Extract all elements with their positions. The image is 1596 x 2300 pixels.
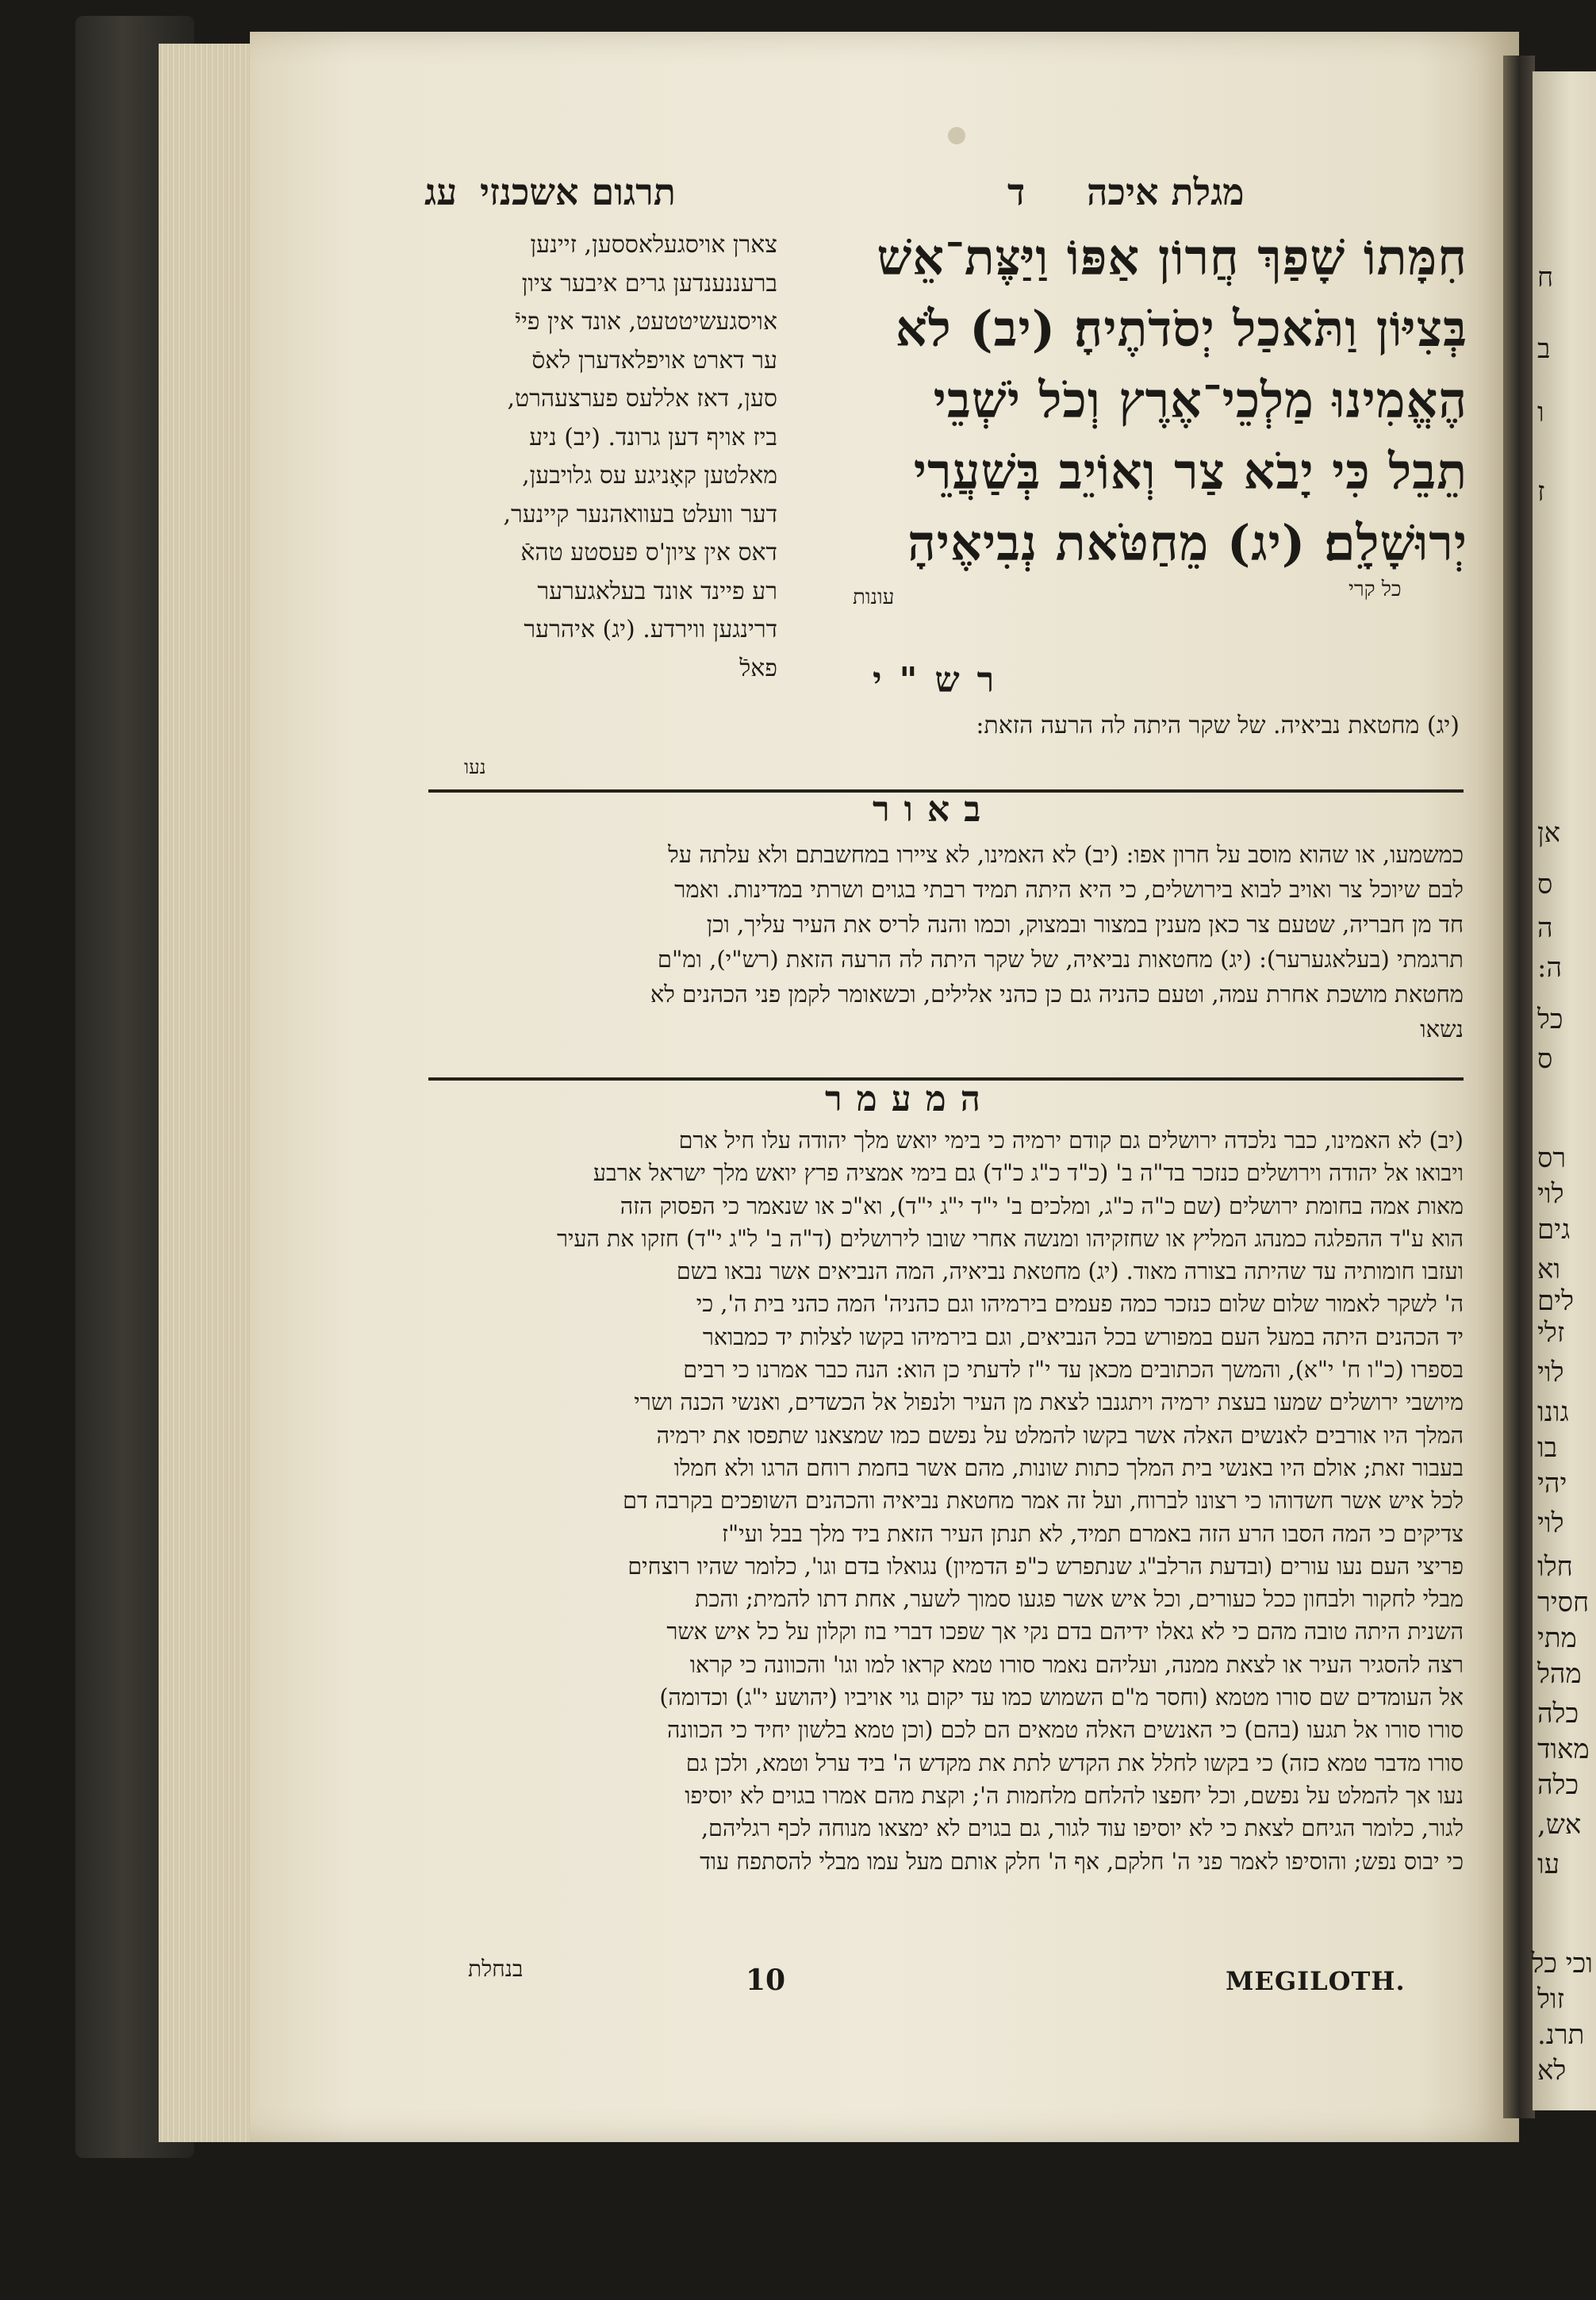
- translation-line: רע פיינד אונד בעלאגערער: [537, 577, 777, 605]
- biur-heading: באור: [873, 789, 996, 830]
- next-page-fragment: עו: [1537, 1849, 1560, 1880]
- next-page-sliver: [1533, 71, 1596, 2110]
- page-number: 10: [746, 1964, 786, 1997]
- verse-line: הֶאֱמִינוּ מַלְכֵי־אֶרֶץ וְכֹל יֹשְׁבֵי: [933, 371, 1467, 429]
- next-page-fragment: אן: [1537, 817, 1561, 849]
- biur-line: לבם שיוכל צר ואויב לבוא בירושלים, כי היא היתה תמיד רבתי בגוים ושרתי במדינות. ואמר: [674, 876, 1464, 903]
- next-page-fragment: גונו: [1537, 1396, 1569, 1428]
- meamar-line: בספרו (כ"ו ח' י"א), והמשך הכתובים מכאן עד י"ז לדעתי כן הוא: הנה כבר אמרנו כי רבים: [683, 1357, 1464, 1384]
- next-page-fragment: וכי כל: [1531, 1948, 1593, 1979]
- next-page-fragment: כלה: [1537, 1769, 1579, 1801]
- translation-line: ביז אויף דען גרונד. (יב) ניע: [529, 423, 777, 451]
- next-page-fragment: ז: [1537, 476, 1545, 508]
- translation-column: [424, 226, 777, 688]
- meamar-line: סורו סורו אל תגעו (בהם) כי האנשים האלה טמאים הם לכם (וכן טמא בלשון יחיד כי הכוונה: [667, 1717, 1464, 1744]
- translation-line: סען, דאז אללעס פערצעהרט,: [507, 385, 777, 413]
- next-page-fragment: מאוד: [1537, 1734, 1590, 1765]
- rashi-catchword: נעו: [464, 756, 486, 778]
- next-page-fragment: זלי: [1537, 1317, 1565, 1349]
- kri-note: כל קרי: [1349, 578, 1402, 601]
- header-book-title: מגלת איכה: [1087, 171, 1245, 213]
- verse-line: יְרוּשָׁלִָם׃ (יג) מֵחַטֹּאת נְבִיאֶיהָ: [907, 514, 1467, 572]
- next-page-fragment: בו: [1537, 1432, 1558, 1464]
- next-page-fragment: וא: [1537, 1254, 1561, 1285]
- meamar-line: מאות אמה בחומת ירושלים (שם כ"ה כ"ג, ומלכים ב' י"ד י"ג י"ד), וא"כ או שנאמר כי הפסוק הזה: [620, 1192, 1464, 1219]
- meamar-line: לכל איש אשר חשדוהו כי רצונו לברוח, ועל זה אמר מחטאת נביאיה והכהנים השופכים בקרבה דם: [623, 1488, 1464, 1515]
- header-translation-title: תרגום אשכנזי: [480, 171, 676, 213]
- next-page-fragment: כלה: [1537, 1698, 1579, 1730]
- meamar-line: בעבור זאת; אולם היו באנשי בית המלך כתות שונות, מהם אשר בחמת רוחם הרגו ולא חמלו: [673, 1454, 1464, 1481]
- verse-text: [809, 222, 1467, 579]
- rashi-heading: רש"י: [873, 660, 1012, 701]
- next-page-fragment: לוי: [1537, 1507, 1564, 1539]
- next-page-fragment: לים: [1537, 1285, 1575, 1317]
- meamar-catchword: בנחלת: [468, 1956, 524, 1982]
- translation-line: דרינגען ווירדע. (יג) איהרער: [524, 616, 777, 643]
- translation-line: דער וועלט בעוואהנער קיינער,: [503, 500, 777, 528]
- next-page-fragment: זול: [1537, 1983, 1565, 2015]
- header-chapter-letter: ד: [1007, 171, 1026, 213]
- translation-line: פאלֿ: [739, 654, 777, 682]
- next-page-fragment: ו: [1537, 397, 1544, 428]
- verse-line: תֵבֵל כִּי יָבֹא צַר וְאוֹיֵב בְּשַׁעֲרֵי: [913, 443, 1467, 501]
- next-page-fragment: חלו: [1537, 1551, 1573, 1583]
- next-page-fragment: לא: [1537, 2055, 1567, 2087]
- translation-line: מאלטען קאָניגע עס גלויבען,: [522, 462, 777, 490]
- page-edges: [159, 44, 255, 2142]
- rashi-commentary: (יג) מחטאת נביאיה. של שקר היתה לה הרעה הזאת:: [976, 712, 1460, 739]
- meamar-line: נעו אך להמלט על נפשם, וכל יחפצו להלחם מלחמות ה'; וקצת מהם אמרו בגוים לא יוסיפו: [685, 1782, 1464, 1809]
- biur-line: תרגמתי (בעלאגערער): (יג) מחטאות נביאיה, של שקר היתה לה הרעה הזאת (רש"י), ומ"ם: [657, 946, 1464, 973]
- next-page-fragment: לוי: [1537, 1357, 1564, 1388]
- verse-line: חִמָּתוֹ שָׁפַךְ חֲרוֹן אַפּוֹ וַיַּצֶּת־אֵשׁ: [877, 228, 1467, 286]
- meamar-line: המלך היו אורבים לאנשים האלה אשר בקשו להמלט על נפשם כמו שמצאנו שתפסו את ירמיה: [656, 1422, 1464, 1449]
- meamar-line: כי יבוס נפש; והוסיפו לאמר פני ה' חלקם, אף ה' חלק אותם מעל עמו מבלי להסתפח עוד: [700, 1848, 1464, 1875]
- next-page-fragment: ה:: [1537, 952, 1563, 984]
- translation-line: ער דארט אויפלאדערן לאסֿ: [531, 346, 777, 374]
- page-stain: [948, 127, 965, 144]
- meamar-line: ועזבו חומותיה עד שהיתה בצורה מאוד. (יג) מחטאת נביאיה, המה הנביאים אשר נבאו בשם: [676, 1258, 1464, 1285]
- next-page-fragment: רס: [1537, 1142, 1567, 1174]
- translation-line: אויסגעשיטטעט, אונד אין פייֿ: [515, 308, 777, 336]
- header-page-number: עג: [424, 171, 458, 213]
- biur-commentary: [432, 837, 1464, 1046]
- meamar-line: לגור, כלומר הגיחם לצאת כי לא יוסיפו עוד לגור, גם בגוים לא ימצאו מנוחה לכף רגליהם,: [700, 1815, 1464, 1842]
- meamar-line: סורו מדבר טמא כזה) כי בקשו לחלל את הקדש לתת את מקדש ה' ביד ערל וטמא, ולכן גם: [685, 1749, 1464, 1776]
- kri-word: עונות: [853, 586, 895, 609]
- meamar-line: מבלי לחקור ולבחון ככל כעורים, וכל איש אשר פגעו סמוך לשער, אחת דתו להמית; והכת: [695, 1586, 1464, 1613]
- meamar-line: מיושבי ירושלים שמעו בעצת ירמיה ויתגנבו לצאת מן העיר ולנפול אל הכשדים, ואנשי הכנה ושרי: [634, 1389, 1464, 1416]
- signature-mark: MEGILOTH.: [1226, 1966, 1406, 1996]
- book-gutter: [1503, 56, 1535, 2118]
- next-page-fragment: גים: [1537, 1214, 1571, 1246]
- next-page-fragment: אש,: [1537, 1809, 1582, 1841]
- meamar-line: (יב) לא האמינו, כבר נלכדה ירושלים גם קודם ירמיה כי בימי יואש מלך יהודה עלו חיל ארם: [678, 1127, 1464, 1154]
- meamar-line: יד הכהנים היתה במעל העם במפורש בכל הנביאים, וגם בירמיהו בקשו לצלות יד כמבואר: [702, 1323, 1464, 1350]
- meamar-heading: המעמר: [825, 1079, 995, 1119]
- next-page-fragment: ה: [1537, 912, 1553, 944]
- next-page-fragment: יהי: [1537, 1468, 1567, 1499]
- biur-line: חד מן חבריה, שטעם צר כאן מענין במצור ובמצוק, וכמו והנה לריס את העיר עליך, וכן: [706, 911, 1464, 938]
- meamar-line: רצה להסגיר העיר או לצאת ממנה, ועליהם נאמר סורו טמא קראו למו וגו' והכוונה כי קראו: [689, 1651, 1464, 1678]
- meamar-line: פריצי העם נעו עורים (ובדעת הרלב"ג שנתפרש כ"פ הדמיון) נגואלו בדם וגו', כלומר שהיו רוצחים: [627, 1553, 1464, 1580]
- biur-line: כמשמעו, או שהוא מוסב על חרון אפו: (יב) לא האמינו, לא ציירו במחשבתם ולא עלתה על: [668, 841, 1464, 868]
- meamar-line: הוא ע"ד ההפלגה כמנהג המליץ או שחזקיהו ומנשה אחרי שובו לירושלים (ד"ה ב' ל"ג י"ד) חזקו את העיר: [556, 1225, 1464, 1252]
- biur-line: נשאו: [1420, 1016, 1464, 1042]
- next-page-fragment: חסיר: [1537, 1587, 1590, 1618]
- next-page-fragment: תרנ.: [1537, 2019, 1585, 2051]
- next-page-fragment: ס: [1537, 869, 1553, 900]
- meamar-line: ה' לשקר לאמור שלום שלום כנזכר כמה פעמים בירמיהו וגם כהניה' המה כהני בית ה', כי: [696, 1291, 1464, 1318]
- meamar-line: אל העומדים שם סורו מטמא (וחסר מ"ם השמוש כמו עד יקום גוי אויביו (יהושע י"ג) וכדומה): [659, 1684, 1464, 1711]
- meamar-line: השנית היתה טובה מהם כי לא גאלו ידיהם בדם נקי אך שפכו דברי בוז וקלון על כל איש אשר: [666, 1618, 1464, 1645]
- next-page-fragment: כל: [1537, 1004, 1563, 1035]
- translation-line: דאס אין ציון'ס פעסטע טהאֿ: [520, 539, 777, 566]
- next-page-fragment: ב: [1537, 333, 1551, 365]
- next-page-fragment: לוי: [1537, 1178, 1564, 1210]
- meamar-line: צדיקים כי המה הסבו הרע הזה באמרם תמיד, לא תנתן העיר הזאת ביד מלך בבל ועי"ז: [722, 1520, 1464, 1547]
- meamar-line: ויבואו אל יהודה וירושלים כנזכר בד"ה ב' (כ"ד כ"ג כ"ד) גם בימי אמציה פרץ יואש מלך ישראל ארבע: [593, 1160, 1464, 1187]
- verse-line: בְּצִיּוֹן וַתֹּאכַל יְסֹדֹתֶיהָ׃ (יב) לֹא: [895, 300, 1467, 358]
- meamar-commentary: [432, 1124, 1464, 1878]
- translation-line: ברעננענדען גרים איבער ציון: [521, 269, 777, 298]
- next-page-fragment: מתי: [1537, 1622, 1577, 1654]
- next-page-fragment: מהל: [1537, 1658, 1582, 1690]
- translation-line: צארן אויסגעלאססען, זיינען: [530, 231, 777, 259]
- biur-line: מחטאת מושכת אחרת עמה, וטעם כהניה גם כן כהני אלילים, וכשאומר לקמן פני הכהנים לא: [650, 981, 1464, 1008]
- next-page-fragment: ס: [1537, 1043, 1553, 1075]
- next-page-fragment: ח: [1537, 262, 1554, 294]
